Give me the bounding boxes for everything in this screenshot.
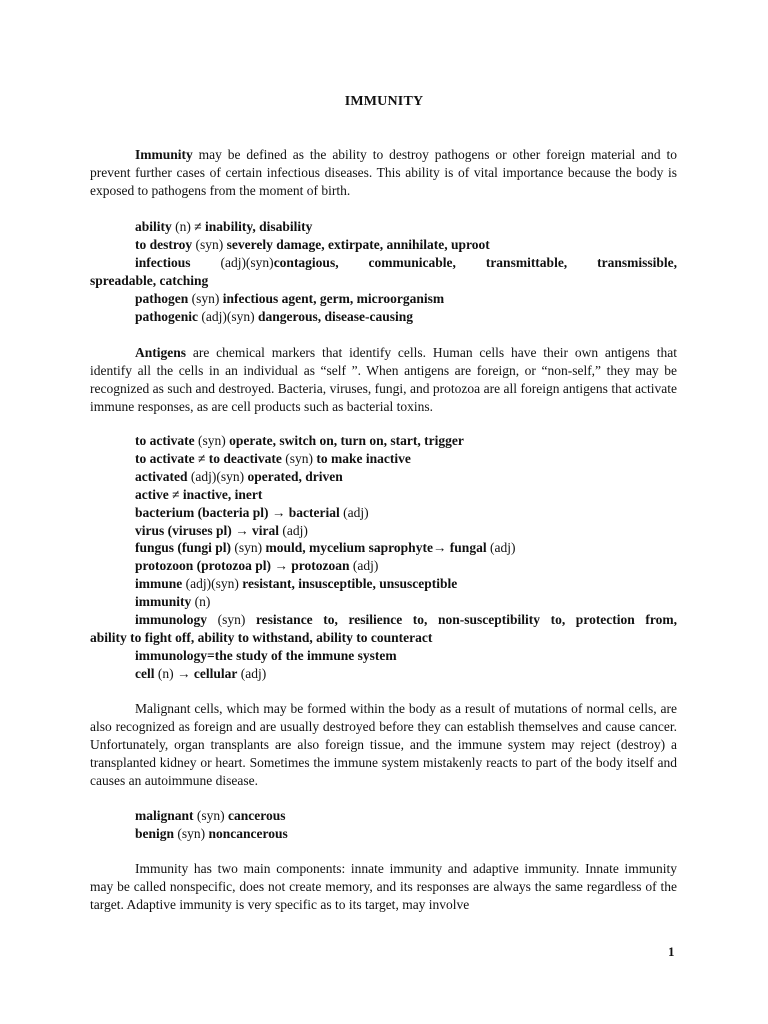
vocab-item-virus: virus (viruses pl) → viral (adj) (135, 522, 308, 538)
vocab-item-infectious: infectious (adj)(syn)contagious, communicable, transmittable, transmissible, (135, 254, 678, 270)
paragraph-text: are chemical markers that identify cells. Human cells have their own antigens that identify all the cells in an individual as “self ”. When antigens are foreign, or “non-self,” they may be recognized as such and destroyed. Bacteria, viruses, fungi, and protozoa are all foreign antigens that activate immune responses, as are cell products such as bacterial toxins. (90, 345, 677, 414)
vocab-item-immunology-continued: ability to fight off, ability to withstand, ability to counteract (90, 629, 433, 645)
vocab-item-malignant: malignant (syn) cancerous (135, 808, 286, 823)
vocab-item-immunity: immunity (n) (135, 594, 211, 610)
vocabulary-list-3 (90, 807, 677, 843)
vocab-item-benign: benign (syn) noncancerous (135, 825, 288, 841)
paragraph-text: Malignant cells, which may be formed within the body as a result of mutations of normal cells, are also recognized as foreign and are usually destroyed before they can establish themselves and cause cancer. Unfortunately, organ transplants are also foreign tissue, and the immune system may reject (destroy) a transplanted kidney or heart. Sometimes the immune system mistakenly reacts to part of the body itself and causes an autoimmune disease. (90, 701, 677, 788)
vocab-item-fungus: fungus (fungi pl) (syn) mould, mycelium saprophyte→ fungal (adj) (135, 540, 516, 556)
vocab-item-pathogenic: pathogenic (adj)(syn) dangerous, disease-causing (135, 308, 414, 324)
vocab-item-ability: ability (n) ≠ inability, disability (135, 219, 313, 234)
vocab-item-immune: immune (adj)(syn) resistant, insusceptible, unsusceptible (135, 576, 458, 592)
vocabulary-list-2 (90, 432, 677, 683)
page-number: 1 (668, 944, 675, 959)
page-title: IMMUNITY (344, 94, 424, 109)
vocab-item-pathogen: pathogen (syn) infectious agent, germ, microorganism (135, 290, 445, 306)
paragraph-antigens (90, 344, 677, 416)
paragraph-immunity-components (90, 860, 677, 914)
vocab-item-cell: cell (n) → cellular (adj) (135, 665, 267, 681)
paragraph-text: may be defined as the ability to destroy pathogens or other foreign material and to prevent further cases of certain infectious diseases. This ability is of vital importance because the body is exposed to pathogens from the moment of birth. (90, 147, 677, 198)
term-immunity: Immunity (135, 147, 193, 162)
vocab-item-immunology: immunology (syn) resistance to, resilience to, non-susceptibility to, protection from, (135, 612, 677, 628)
paragraph-malignant-cells (90, 700, 677, 790)
paragraph-text: Immunity has two main components: innate immunity and adaptive immunity. Innate immunity may be called nonspecific, does not create memory, and its responses are always the same regardless of the target. Adaptive immunity is very specific as to its target, may involve (90, 861, 677, 912)
vocabulary-list-1 (90, 218, 677, 325)
term-antigens: Antigens (135, 345, 187, 360)
vocab-item-immunology-definition: immunology=the study of the immune system (135, 647, 397, 663)
vocab-item-to-destroy: to destroy (syn) severely damage, extirpate, annihilate, uproot (135, 236, 490, 252)
vocab-item-bacterium: bacterium (bacteria pl) → bacterial (adj) (135, 504, 369, 520)
vocab-item-to-deactivate: to activate ≠ to deactivate (syn) to make inactive (135, 450, 411, 466)
paragraph-immunity-definition (90, 146, 677, 200)
vocab-item-active: active ≠ inactive, inert (135, 486, 263, 502)
vocab-item-to-activate: to activate (syn) operate, switch on, turn on, start, trigger (135, 433, 464, 448)
vocab-item-protozoon: protozoon (protozoa pl) → protozoan (adj) (135, 558, 379, 574)
vocab-item-activated: activated (adj)(syn) operated, driven (135, 468, 343, 484)
vocab-item-infectious-continued: spreadable, catching (90, 272, 209, 288)
